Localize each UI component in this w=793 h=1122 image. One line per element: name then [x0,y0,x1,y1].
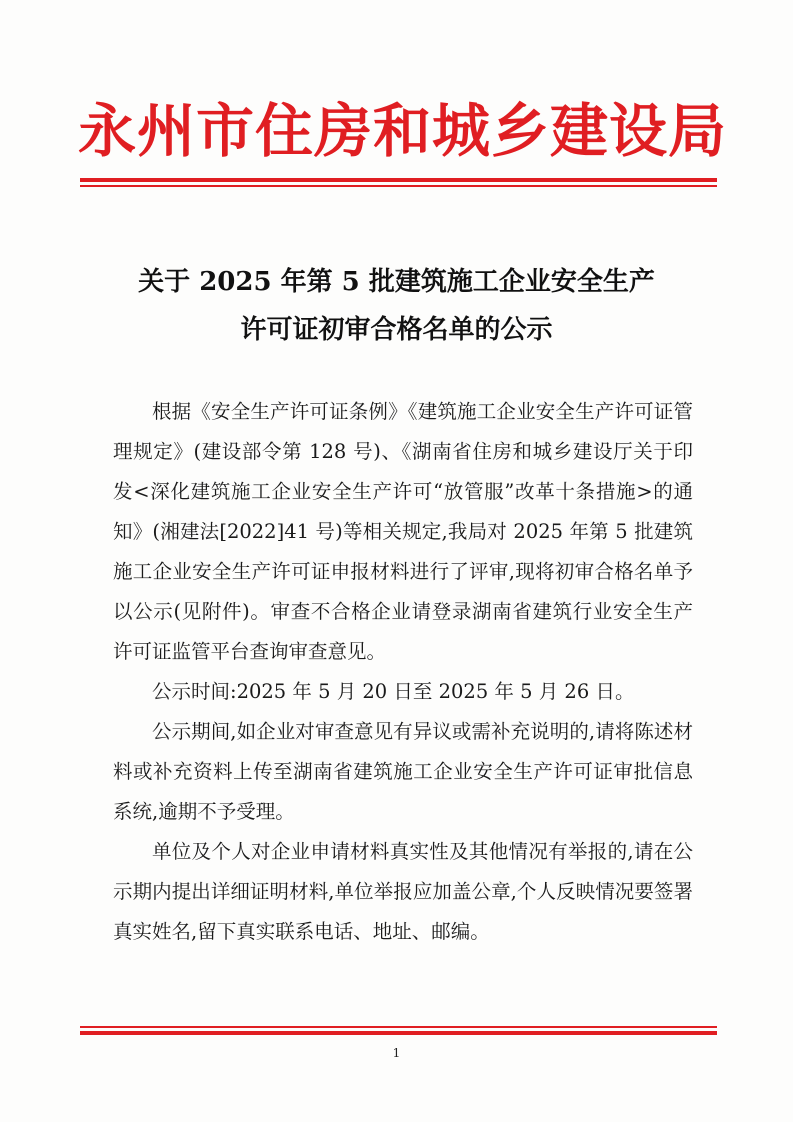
document-title-line-2: 许可证初审合格名单的公示 [240,315,553,345]
issuing-authority-header: 永州市住房和城乡建设局 [78,97,728,165]
header-rule-thin [80,185,717,187]
document-body [113,392,693,952]
footer-rule-thick [80,1031,717,1035]
body-paragraph-period: 公示时间:2025 年 5 月 20 日至 2025 年 5 月 26 日。 [152,680,635,703]
footer-rule-thin [80,1026,717,1028]
header-rule-thick [80,178,717,182]
body-paragraph-basis: 根据《安全生产许可证条例》《建筑施工企业安全生产许可证管理规定》(建设部令第 128 号)、《湖南省住房和城乡建设厅关于印发<深化建筑施工企业安全生产许可“放管服”改革十条措施>的通知》(湘建法[2022]41 号)等相关规定,我局对 2025 年第 5 批建筑施工企业安全生产许可证申报材料进行了评审,现将初审合格名单予以公示(见附件)。审查不合格企业请登录湖南省建筑行业安全生产许可证监管平台查询审查意见。 [113,400,693,663]
body-paragraph-objection: 公示期间,如企业对审查意见有异议或需补充说明的,请将陈述材料或补充资料上传至湖南省建筑施工企业安全生产许可证审批信息系统,逾期不予受理。 [113,720,693,823]
body-paragraph-report: 单位及个人对企业申请材料真实性及其他情况有举报的,请在公示期内提出详细证明材料,单位举报应加盖公章,个人反映情况要签署真实姓名,留下真实联系电话、地址、邮编。 [113,840,693,943]
document-title-line-1: 关于 2025 年第 5 批建筑施工企业安全生产 [138,267,655,297]
page-number: 1 [392,1046,401,1060]
